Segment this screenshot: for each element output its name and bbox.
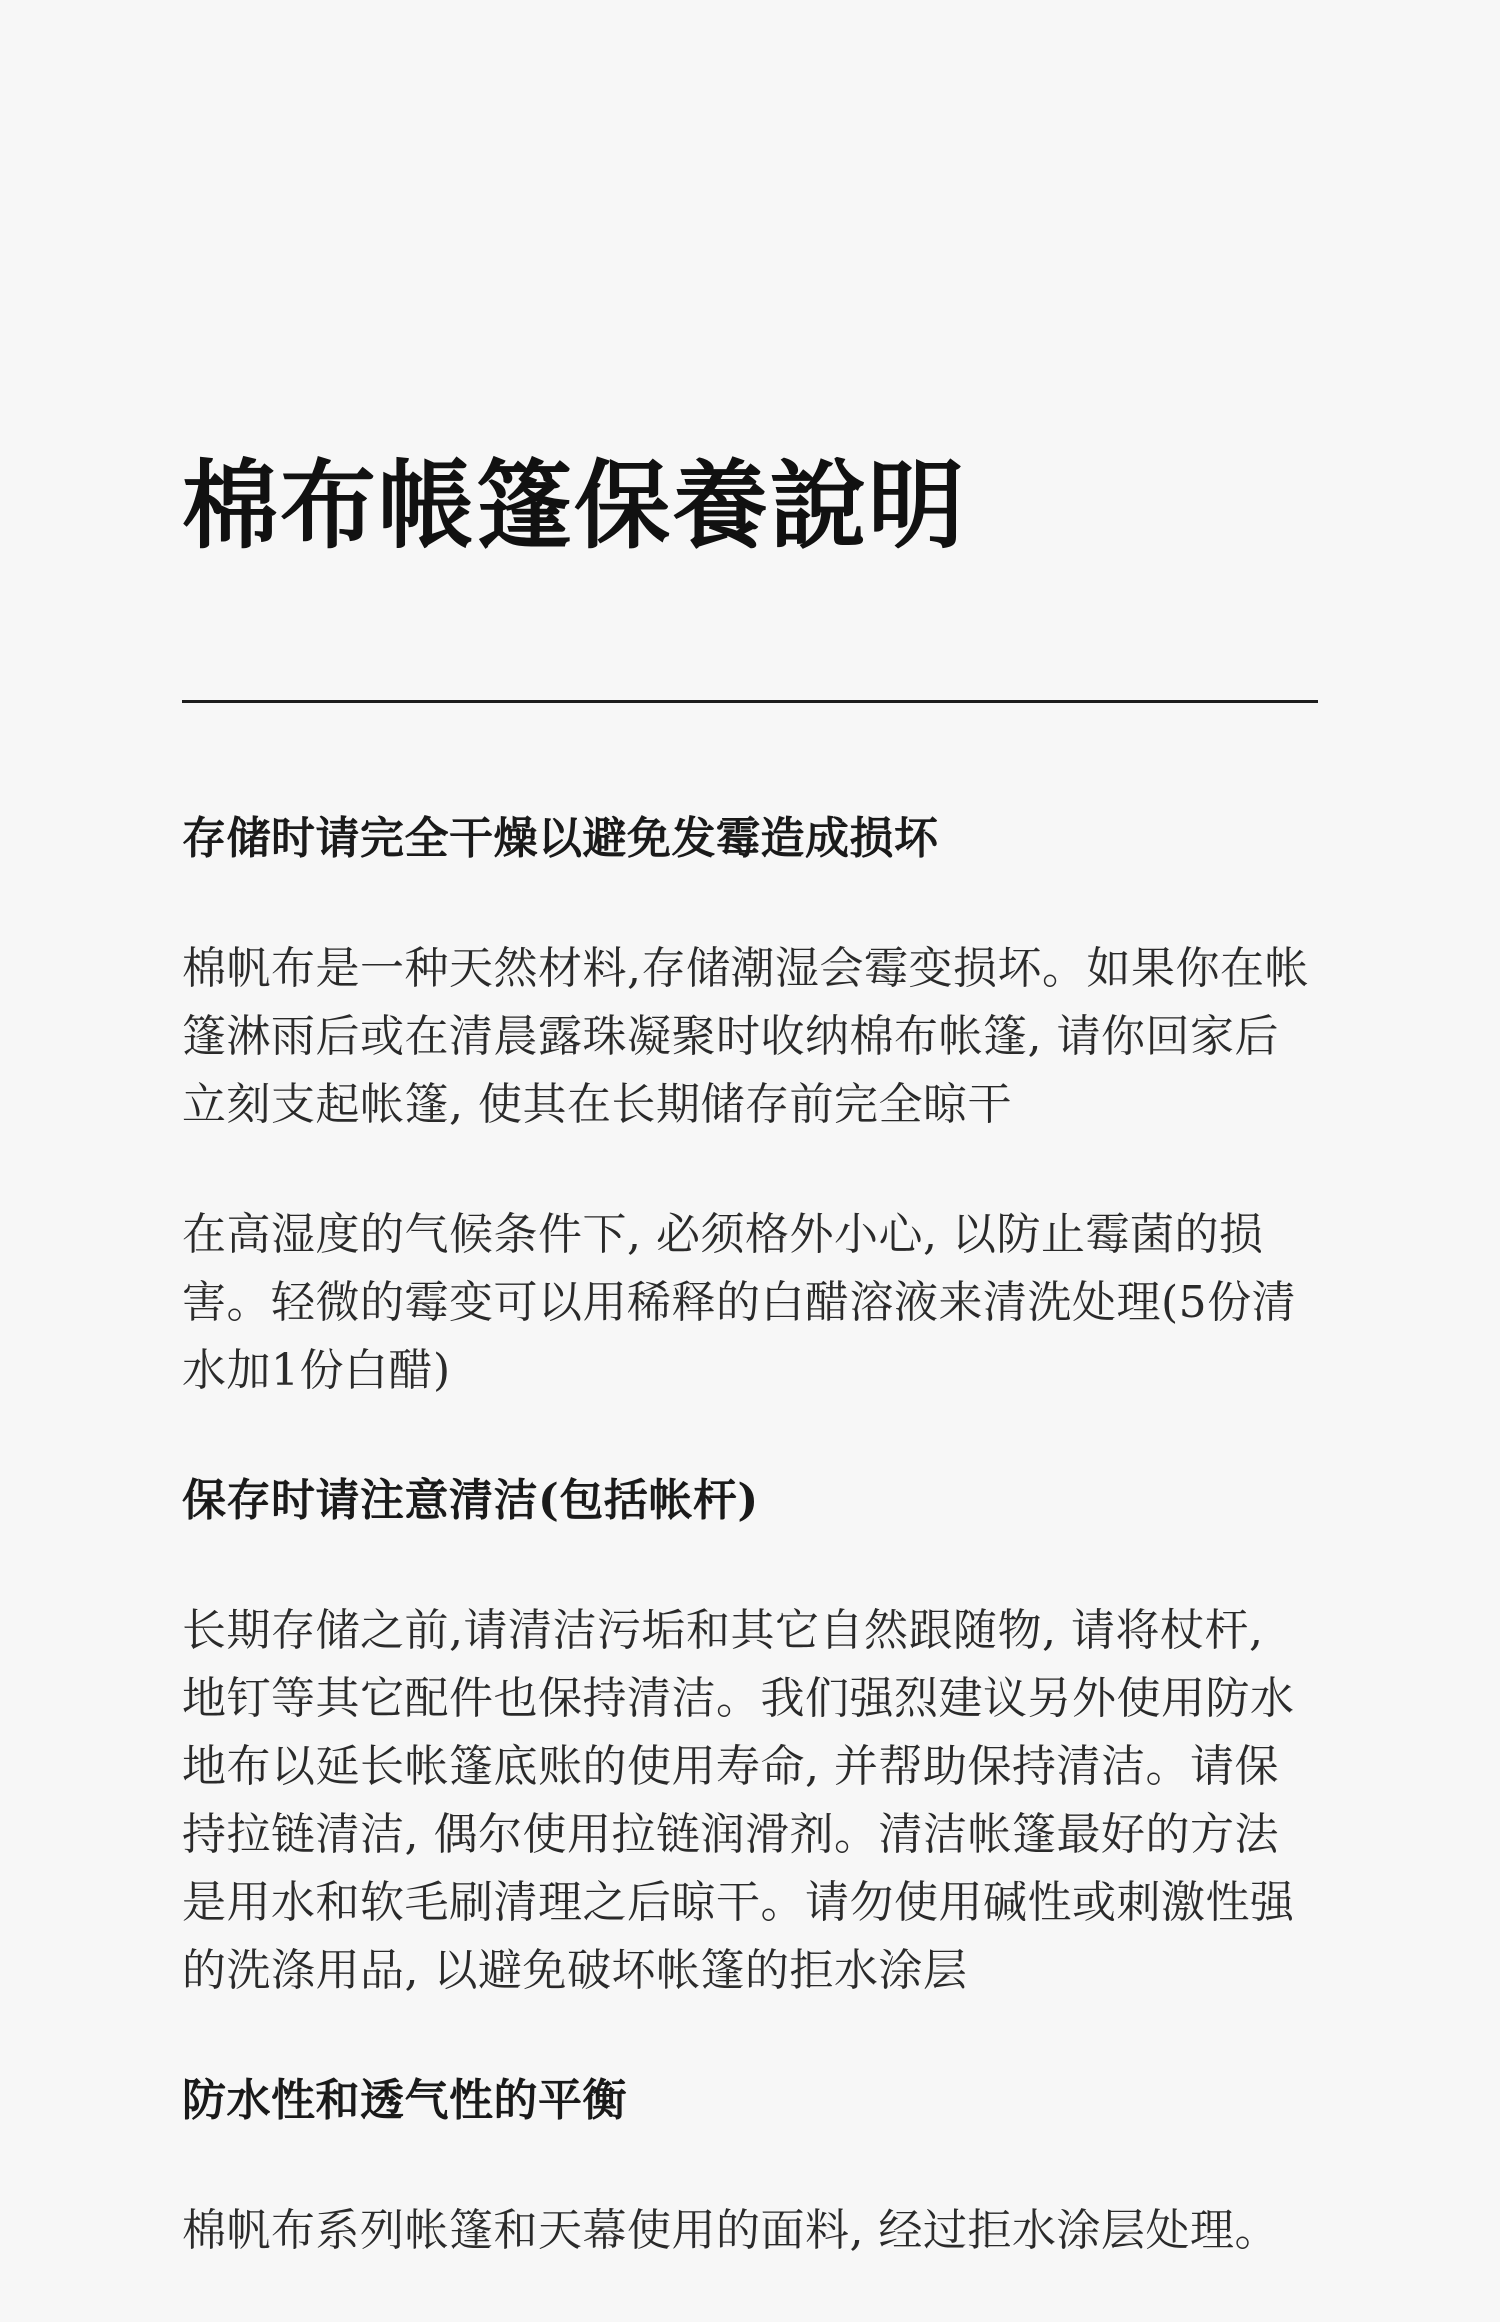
section-paragraph: 长期存储之前,请清洁污垢和其它自然跟随物, 请将杖杆, 地钉等其它配件也保持清洁。我们强烈建议另外使用防水地布以延长帐篷底账的使用寿命, 并帮助保持清洁。请保持拉链清洁, 偶尔使用拉链润滑剂。清洁帐篷最好的方法是用水和软毛刷清理之后晾干。请勿使用碱性或刺激性强的洗涤用品, 以避免破坏帐篷的拒水涂层 <box>182 1605 1295 1996</box>
title-divider <box>182 700 1318 703</box>
section-paragraph: 棉帆布是一种天然材料,存储潮湿会霉变损坏。如果你在帐篷淋雨后或在清晨露珠凝聚时收纳棉布帐篷, 请你回家后立刻支起帐篷, 使其在长期储存前完全晾干 <box>182 943 1309 1130</box>
section-paragraph: 棉帆布系列帐篷和天幕使用的面料, 经过拒水涂层处理。 <box>182 2205 1279 2256</box>
content-body <box>182 805 1318 2322</box>
section-waterproof-breathability <box>182 2067 1318 2265</box>
section-heading: 存储时请完全干燥以避免发霉造成损坏 <box>182 813 939 864</box>
section-heading: 防水性和透气性的平衡 <box>182 2075 627 2126</box>
section-paragraph: 在高湿度的气候条件下, 必须格外小心, 以防止霉菌的损害。轻微的霉变可以用稀释的白醋溶液来清洗处理(5份清水加1份白醋) <box>182 1209 1297 1396</box>
section-cleaning <box>182 1467 1318 2005</box>
section-dry-storage <box>182 805 1318 1405</box>
section-heading: 保存时请注意清洁(包括帐杆) <box>182 1475 759 1526</box>
page-title: 棉布帳篷保養說明 <box>182 449 966 562</box>
